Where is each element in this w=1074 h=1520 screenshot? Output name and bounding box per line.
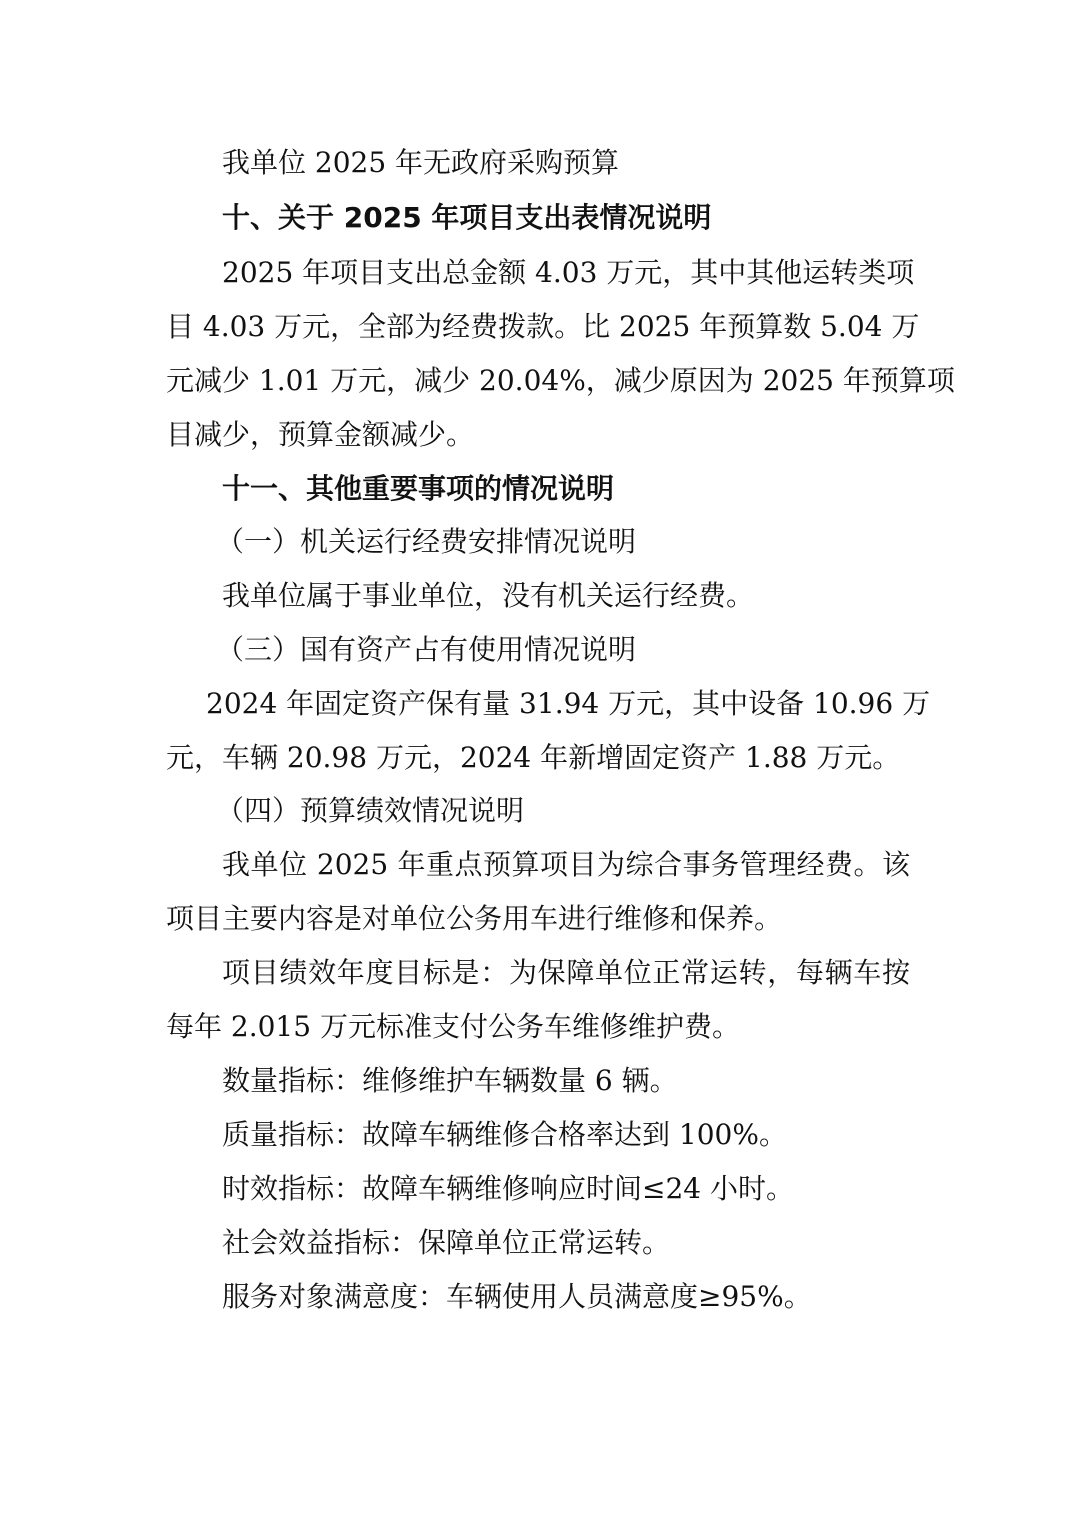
project-expenditure-line-3: 元减少 1.01 万元，减少 20.04%，减少原因为 2025 年预算项 — [166, 364, 955, 397]
quality-indicator: 质量指标：故障车辆维修合格率达到 100%。 — [222, 1118, 787, 1151]
quantity-indicator: 数量指标：维修维护车辆数量 6 辆。 — [222, 1064, 678, 1097]
performance-line-2: 项目主要内容是对单位公务用车进行维修和保养。 — [166, 902, 783, 935]
subsection-heading-1: （一）机关运行经费安排情况说明 — [216, 525, 637, 558]
paragraph-no-procurement: 我单位 2025 年无政府采购预算 — [222, 146, 620, 179]
annual-target-line-1: 项目绩效年度目标是：为保障单位正常运转，每辆车按 — [222, 956, 910, 989]
project-expenditure-line-1: 2025 年项目支出总金额 4.03 万元，其中其他运转类项 — [222, 256, 915, 289]
satisfaction-indicator: 服务对象满意度：车辆使用人员满意度≥95%。 — [222, 1280, 812, 1313]
section-heading-11: 十一、其他重要事项的情况说明 — [222, 472, 615, 505]
subsection-heading-4: （四）预算绩效情况说明 — [216, 794, 525, 827]
timeliness-indicator: 时效指标：故障车辆维修响应时间≤24 小时。 — [222, 1172, 794, 1205]
assets-line-1: 2024 年固定资产保有量 31.94 万元，其中设备 10.96 万 — [206, 687, 931, 720]
subsection-heading-3: （三）国有资产占有使用情况说明 — [216, 633, 637, 666]
section-heading-10: 十、关于 2025 年项目支出表情况说明 — [222, 201, 712, 234]
assets-line-2: 元，车辆 20.98 万元，2024 年新增固定资产 1.88 万元。 — [166, 741, 901, 774]
project-expenditure-line-4: 目减少，预算金额减少。 — [166, 418, 475, 451]
social-benefit-indicator: 社会效益指标：保障单位正常运转。 — [222, 1226, 671, 1259]
annual-target-line-2: 每年 2.015 万元标准支付公务车维修维护费。 — [166, 1010, 740, 1043]
project-expenditure-line-2: 目 4.03 万元，全部为经费拨款。比 2025 年预算数 5.04 万 — [166, 310, 920, 343]
performance-line-1: 我单位 2025 年重点预算项目为综合事务管理经费。该 — [222, 848, 910, 881]
operation-funds-paragraph: 我单位属于事业单位，没有机关运行经费。 — [222, 579, 755, 612]
